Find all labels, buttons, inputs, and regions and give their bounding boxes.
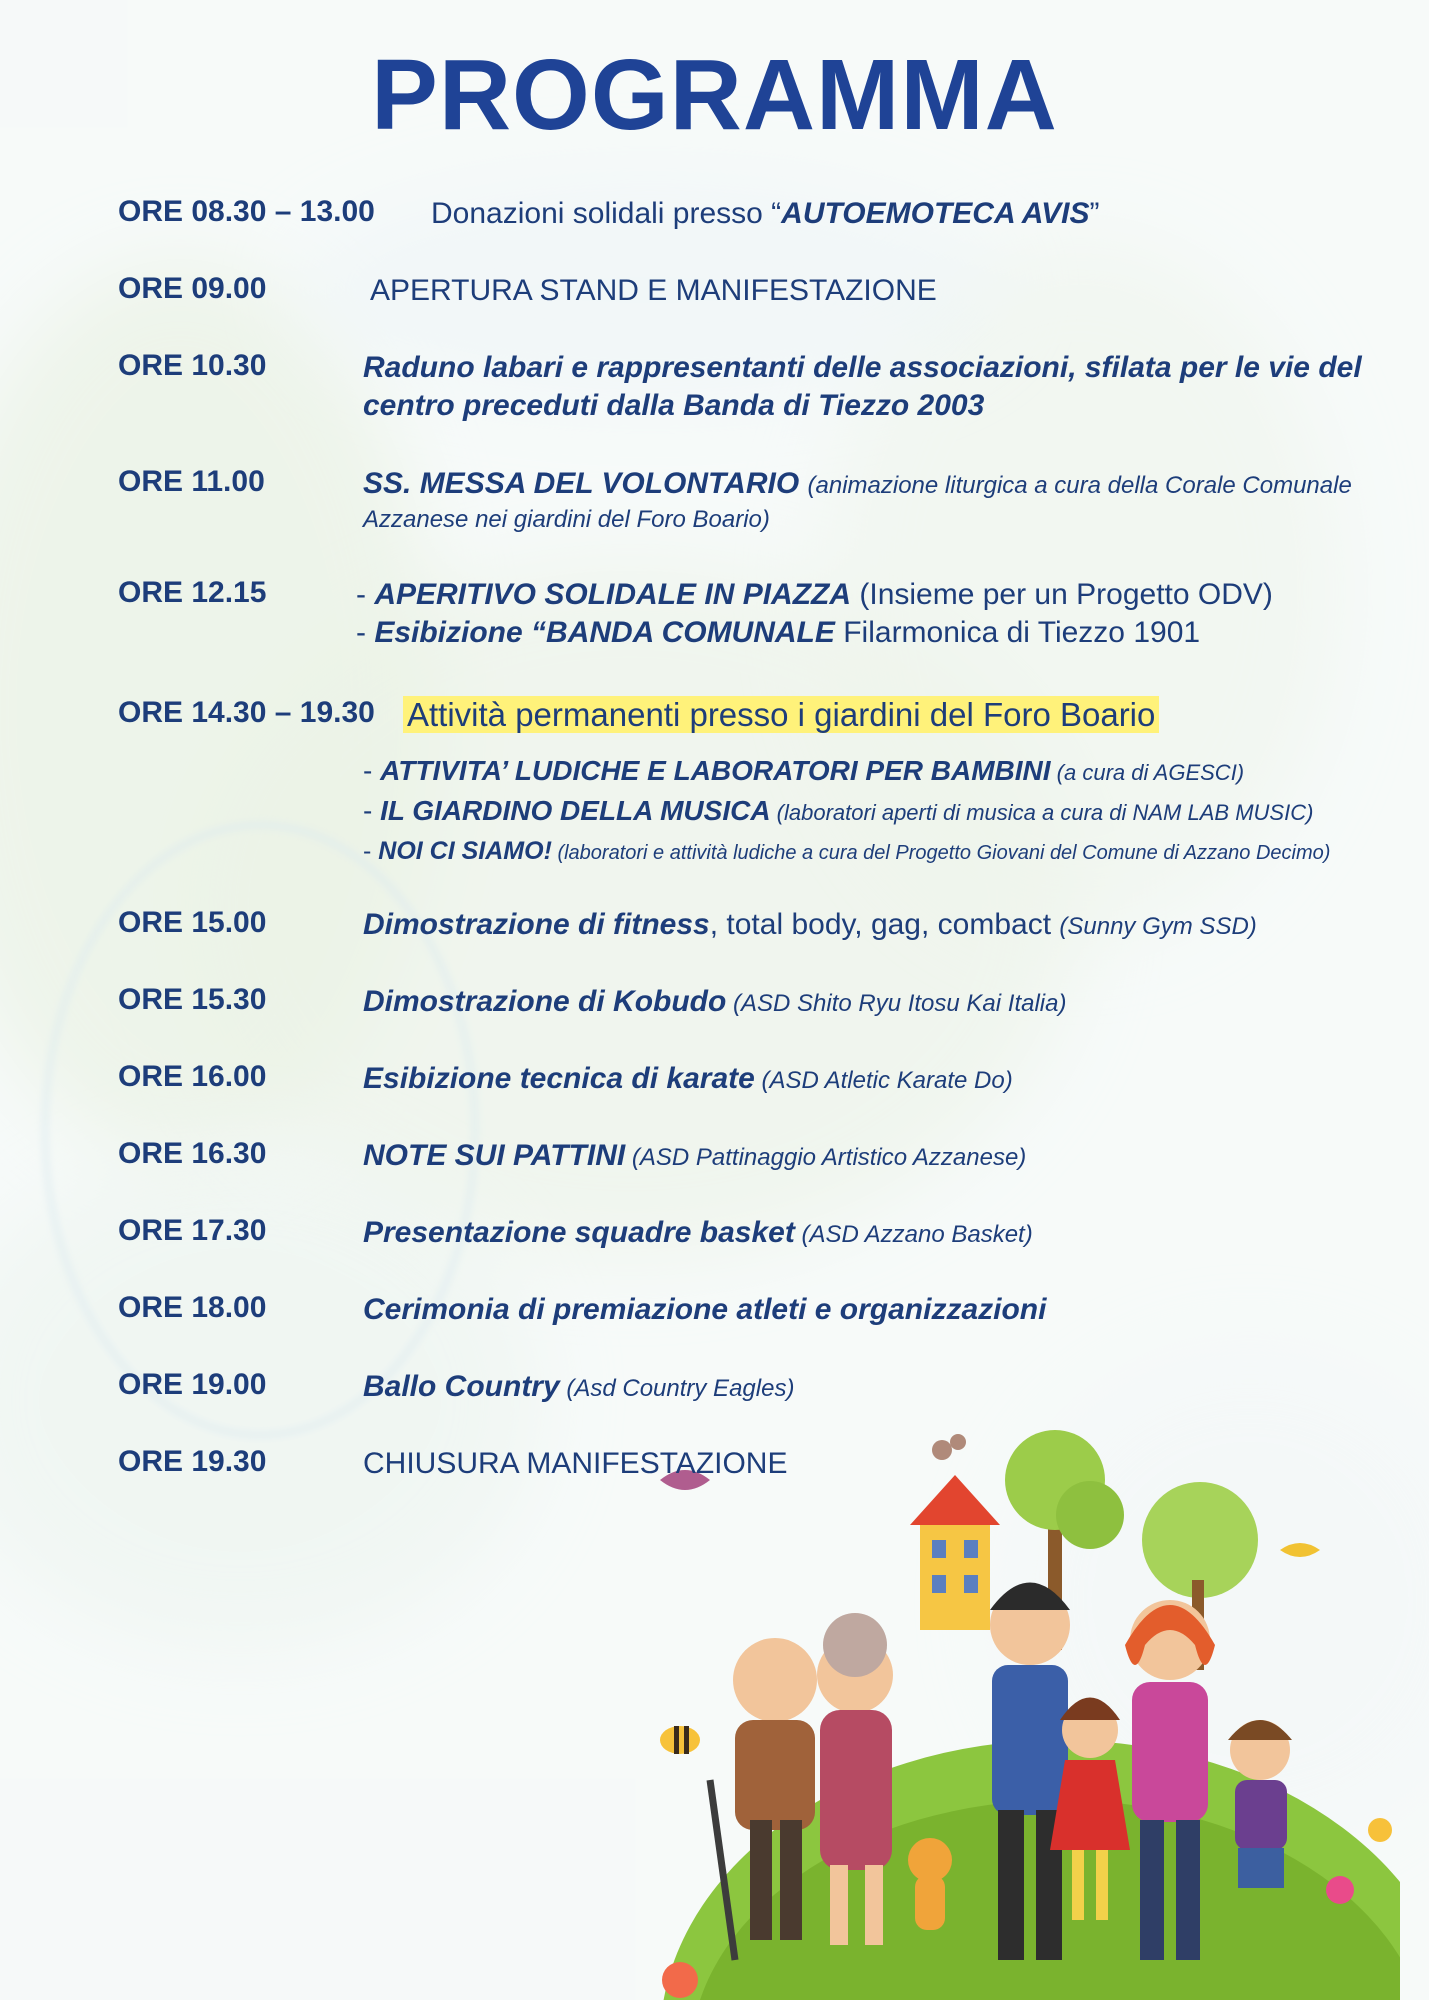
schedule-time: ORE 09.00 [118, 272, 267, 305]
highlighted-text: Attività permanenti presso i giardini del Foro Boario [403, 696, 1159, 733]
grandpa-figure [710, 1638, 817, 1960]
schedule-time: ORE 18.00 [118, 1291, 267, 1324]
schedule-description: Donazioni solidali presso “AUTOEMOTECA AVIS” [431, 197, 1100, 230]
flower-icon [1368, 1818, 1392, 1842]
flower-icon [662, 1962, 698, 1998]
schedule-description: Esibizione tecnica di karate (ASD Atletic Karate Do) [363, 1062, 1013, 1095]
schedule-time: ORE 12.15 [118, 576, 267, 609]
schedule-description: Cerimonia di premiazione atleti e organizzazioni [363, 1293, 1047, 1326]
list-item: - ATTIVITA’ LUDICHE E LABORATORI PER BAMBINI (a cura di AGESCI) [363, 755, 1245, 786]
schedule-time: ORE 19.00 [118, 1368, 267, 1401]
bee-icon [660, 1726, 700, 1754]
flower-icon [1326, 1876, 1354, 1904]
schedule-time: ORE 08.30 – 13.00 [118, 195, 375, 228]
schedule-description: CHIUSURA MANIFESTAZIONE [363, 1447, 788, 1480]
list-item: - NOI CI SIAMO! (laboratori e attività ludiche a cura del Progetto Giovani del Comune di Azzano Decimo) [363, 837, 1331, 865]
schedule-time: ORE 11.00 [118, 465, 265, 498]
list-item: - IL GIARDINO DELLA MUSICA (laboratori aperti di musica a cura di NAM LAB MUSIC) [363, 795, 1314, 826]
schedule-time: ORE 16.00 [118, 1060, 267, 1093]
schedule-time: ORE 15.00 [118, 906, 267, 939]
schedule-time: ORE 17.30 [118, 1214, 267, 1247]
schedule-description: - APERITIVO SOLIDALE IN PIAZZA (Insieme per un Progetto ODV) - Esibizione “BANDA COMUNALE Filarmonica di Tiezzo 1901 [356, 578, 1273, 649]
schedule-time: ORE 15.30 [118, 983, 267, 1016]
schedule-time: ORE 10.30 [118, 349, 267, 382]
schedule-time: ORE 19.30 [118, 1445, 267, 1478]
schedule-description: NOTE SUI PATTINI (ASD Pattinaggio Artistico Azzanese) [363, 1139, 1027, 1172]
house-icon [920, 1520, 990, 1630]
bird-icon [1280, 1543, 1320, 1557]
schedule-description: SS. MESSA DEL VOLONTARIO (animazione liturgica a cura della Corale Comunale Azzanese nei giardini del Foro Boario) [363, 467, 1352, 533]
page-title: PROGRAMMA [371, 39, 1058, 151]
schedule-time: ORE 14.30 – 19.30 [118, 696, 375, 729]
schedule-description: Ballo Country (Asd Country Eagles) [363, 1370, 795, 1403]
schedule-description: Dimostrazione di Kobudo (ASD Shito Ryu Itosu Kai Italia) [363, 985, 1067, 1018]
schedule-time: ORE 16.30 [118, 1137, 267, 1170]
schedule-description: APERTURA STAND E MANIFESTAZIONE [370, 274, 937, 307]
schedule-highlight [403, 696, 1389, 736]
family-illustration [640, 1420, 1400, 2000]
schedule-description: Presentazione squadre basket (ASD Azzano Basket) [363, 1216, 1033, 1249]
schedule-description: Raduno labari e rappresentanti delle associazioni, sfilata per le vie del centro preceduti dalla Banda di Tiezzo 2003 [363, 351, 1362, 422]
schedule-description: Dimostrazione di fitness, total body, gag, combact (Sunny Gym SSD) [363, 908, 1257, 941]
